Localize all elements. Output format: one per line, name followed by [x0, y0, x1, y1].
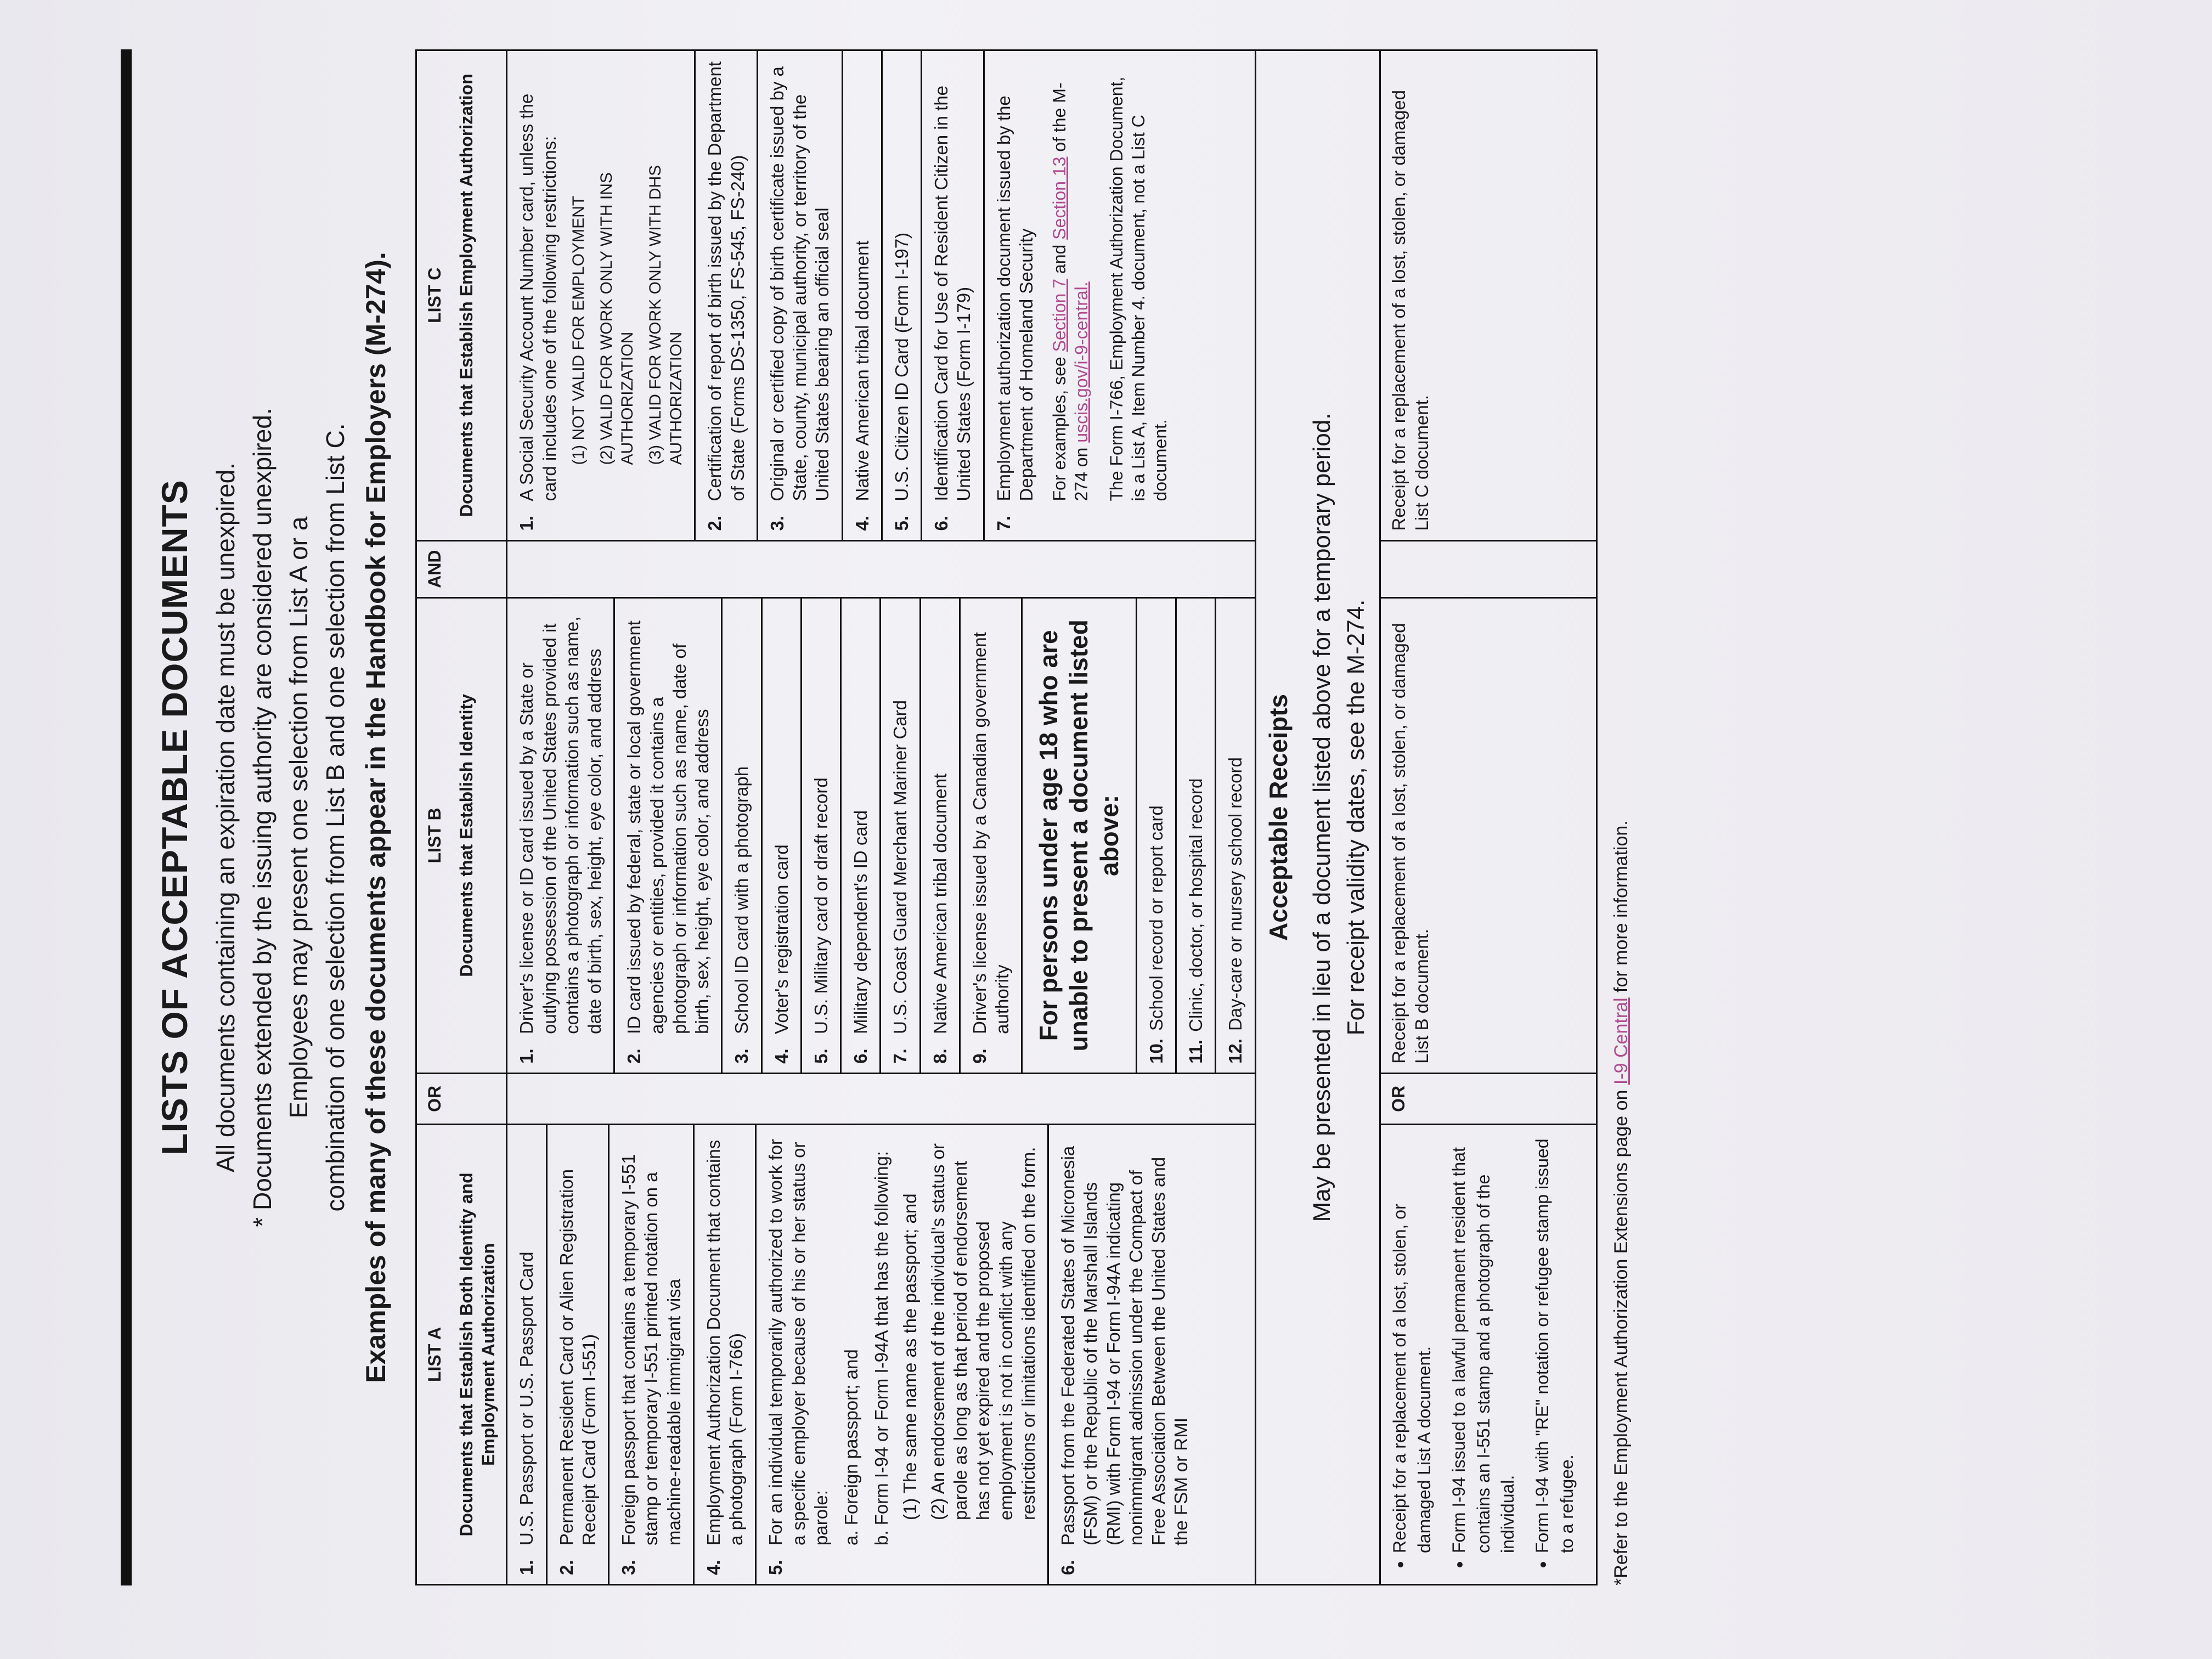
- receipts-or: OR: [1380, 1073, 1597, 1124]
- list-c-item: 2. Certification of report of birth issued by the Department of State (Forms DS-1350, FS-545, FS-240): [696, 51, 758, 540]
- list-b-item: 9. Driver's license issued by a Canadian government authority: [961, 599, 1023, 1073]
- receipts-line-1: May be presented in lieu of a document listed above for a temporary period.: [1308, 413, 1336, 1222]
- and-separator-body: [507, 540, 1255, 597]
- list-item: • Receipt for a replacement of a lost, stolen, or damaged List A document.: [1387, 1134, 1437, 1553]
- or-separator-body: [507, 1073, 1255, 1124]
- list-c-item: 6. Identification Card for Use of Resident Citizen in the United States (Form I-179): [922, 51, 985, 540]
- list-b-item: 3. School ID card with a photograph: [723, 599, 762, 1073]
- list-b-item: 6. Military dependent's ID card: [842, 599, 881, 1073]
- list-b-item: 2. ID card issued by federal, state or local government agencies or entities, provided it contains a photograph or information such as name, date of birth, sex, height, eye color, and address: [615, 599, 723, 1073]
- intro-line-1: All documents containing an expiration date must be unexpired.: [211, 462, 240, 1172]
- list-a-item: 3. Foreign passport that contains a temporary I-551 stamp or temporary I-551 printed notation on a machine-readable immigrant visa: [610, 1125, 695, 1584]
- under-18-heading: For persons under age 18 who are unable to present a document listed above:: [1023, 599, 1137, 1073]
- list-b-item: 5. U.S. Military card or draft record: [802, 599, 842, 1073]
- list-a-item-5: 5. For an individual temporarily authorized to work for a specific employer because of his or her status or parole: a. Foreign passport; and b. Form I-94 or Form I-94A that has the following: (1) The same name as the passport; and (2) An endorsement of the individual's status or parole as long as that period of endorsement has not yet expired and the proposed employment is not in conflict with any restrictions or limitations identified on the form.: [757, 1125, 1049, 1584]
- intro-line-3: Employees may present one selection from List A or a: [284, 516, 313, 1119]
- list-a-item: 6. Passport from the Federated States of Micronesia (FSM) or the Republic of the Marshall Islands (RMI) with Form I-94 or Form I-94A indicating nonimmigrant admission under the Compact of Free Association Between the United States and the FSM or RMI: [1058, 1146, 1192, 1575]
- list-a-column: [507, 1124, 1255, 1584]
- receipts-list-a: [1380, 1124, 1597, 1584]
- list-b-item: 8. Native American tribal document: [921, 599, 961, 1073]
- section-7-link[interactable]: Section 7: [1049, 278, 1069, 352]
- i9-central-link[interactable]: I-9 Central: [1610, 997, 1632, 1085]
- list-b-item: 10. School record or report card: [1137, 599, 1177, 1073]
- list-a-header: LIST A Documents that Establish Both Identity and Employment Authorization: [416, 1124, 507, 1584]
- documents-table: [415, 49, 1598, 1585]
- list-b-header: LIST B Documents that Establish Identity: [416, 597, 507, 1073]
- acceptable-receipts-section: [1255, 50, 1380, 1585]
- list-b-item: 4. Voter's registration card: [763, 599, 802, 1073]
- receipts-list-b: Receipt for a replacement of a lost, stolen, or damaged List B document.: [1380, 597, 1597, 1073]
- intro-handbook-line: Examples of many of these documents appear in the Handbook for Employers (M-274).: [360, 252, 391, 1383]
- list-item: • Form I-94 with "RE" notation or refugee stamp issued to a refugee.: [1530, 1134, 1579, 1553]
- list-b-column: [507, 597, 1255, 1073]
- and-separator: AND: [416, 540, 507, 597]
- footnote: *Refer to the Employment Authorization Extensions page on I-9 Central for more information.: [1610, 820, 1632, 1585]
- list-a-item: 4. Employment Authorization Document that contains a photograph (Form I-766): [695, 1125, 757, 1584]
- table-header-row: [416, 50, 507, 1585]
- list-b-item: 7. U.S. Coast Guard Merchant Mariner Card: [881, 599, 921, 1073]
- list-c-item-7: 7. Employment authorization document issued by the Department of Homeland Security For examples, see Section 7 and Section 13 of the M-274 on uscis.gov/i-9-central. The Form I-766, Employment Authorization Document, is a List A, Item Number 4. document, not a List C document.: [993, 76, 1170, 531]
- header-rule: [121, 49, 132, 1585]
- intro-line-2: * Documents extended by the issuing authority are considered unexpired.: [247, 408, 276, 1227]
- list-c-column: [507, 50, 1255, 541]
- table-body-row: [507, 50, 1255, 1585]
- uscis-i9-central-link[interactable]: uscis.gov/i-9-central.: [1071, 281, 1091, 443]
- intro-line-4: combination of one selection from List B and one selection from List C.: [321, 423, 350, 1212]
- list-c-item: 3. Original or certified copy of birth certificate issued by a State, county, municipal authority, or territory of the United States bearing an official seal: [758, 51, 843, 540]
- or-separator: OR: [416, 1073, 507, 1124]
- list-b-item: 12. Day-care or nursery school record: [1225, 757, 1246, 1064]
- list-c-item: 4. Native American tribal document: [843, 51, 883, 540]
- list-c-item: 5. U.S. Citizen ID Card (Form I-197): [883, 51, 922, 540]
- page-title: LISTS OF ACCEPTABLE DOCUMENTS: [154, 479, 195, 1155]
- section-13-link[interactable]: Section 13: [1049, 156, 1069, 240]
- receipts-list-c: Receipt for a replacement of a lost, stolen, or damaged List C document.: [1380, 50, 1597, 541]
- receipts-row: [1255, 50, 1380, 1585]
- list-item: • Form I-94 issued to a lawful permanent resident that contains an I-551 stamp and a photograph of the individual.: [1447, 1134, 1520, 1553]
- list-a-item: 2. Permanent Resident Card or Alien Registration Receipt Card (Form I-551): [548, 1125, 610, 1584]
- receipts-line-2: For receipt validity dates, see the M-274.: [1342, 599, 1369, 1036]
- receipts-title: Acceptable Receipts: [1263, 694, 1293, 941]
- list-a-item: 1. U.S. Passport or U.S. Passport Card: [507, 1125, 547, 1584]
- list-b-item: 1. Driver's license or ID card issued by a State or outlying possession of the United States provided it contains a photograph or information such as name, date of birth, sex, height, eye color, and address: [507, 599, 615, 1073]
- document-page: [71, 5, 2212, 1651]
- receipts-lists-row: [1380, 50, 1597, 1585]
- list-c-item-1: 1. A Social Security Account Number card, unless the card includes one of the following restrictions: (1) NOT VALID FOR EMPLOYMENT (2) VALID FOR WORK ONLY WITH INS AUTHORIZATION (3) VALID FOR WORK ONLY WITH DHS AUTHORIZATION: [507, 51, 696, 540]
- list-b-item: 11. Clinic, doctor, or hospital record: [1177, 599, 1216, 1073]
- list-c-header: LIST C Documents that Establish Employment Authorization: [416, 50, 507, 541]
